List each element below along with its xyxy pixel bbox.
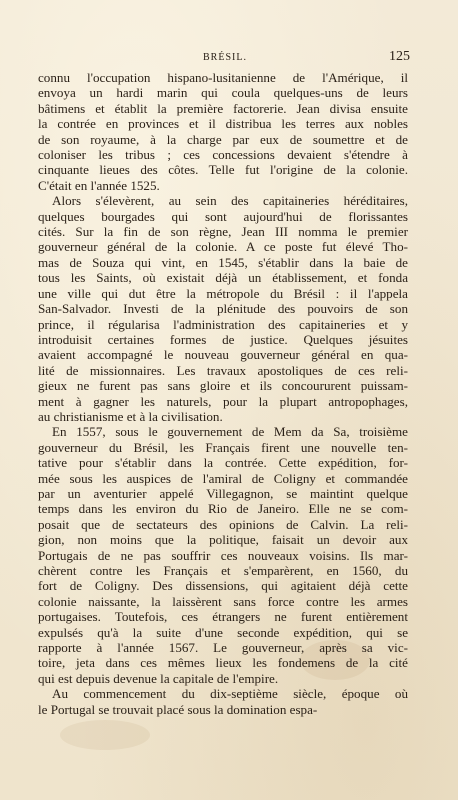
text-line: San-Salvador. Investi de la plénitude des pouvoirs de son <box>38 301 408 317</box>
text-line: la contrée en provinces et il distribua les terres aux nobles <box>38 116 408 132</box>
text-line: cinquante lieues des côtes. Telle fut l'origine de la colonie. <box>38 162 408 178</box>
text-line: tous les Saints, où existait déjà un établissement, et fonda <box>38 270 408 286</box>
text-line: bâtimens et établit la première factorerie. Jean divisa ensuite <box>38 100 408 116</box>
text-line: quelques bourgades qui sont aujourd'hui de florissantes <box>38 208 408 224</box>
text-line: de son royaume, à la charge par eux de soumettre et de <box>38 131 408 147</box>
text-line: au christianisme et à la civilisation. <box>38 408 223 424</box>
text-line: colonie naissante, la laissèrent sans force contre les armes <box>38 593 408 609</box>
text-line: le Portugal se trouvait placé sous la domination espa- <box>38 701 318 717</box>
text-line: Au commencement du dix-septième siècle, époque où <box>52 686 408 702</box>
text-line: gouverneur général de la colonie. A ce poste fut élevé Tho- <box>38 239 408 255</box>
text-line: temps dans les environ du Rio de Janeiro. Elle ne se com- <box>38 501 408 517</box>
text-line: chèrent contre les Français et s'emparèrent, en 1560, du <box>38 563 408 578</box>
paragraph <box>38 424 408 686</box>
text-line: envoya un hardi marin qui coula quelques-uns de leurs <box>38 85 408 101</box>
text-line: qui est depuis devenue la capitale de l'empire. <box>38 670 279 686</box>
text-line: expulsés qu'à la suite d'une seconde expédition, qui se <box>38 624 408 640</box>
text-line: lité de missionnaires. Les travaux apostoliques de ces reli- <box>38 362 408 378</box>
text-line: C'était en l'année 1525. <box>38 177 160 193</box>
text-line: gion, non moins que la politique, faisait un devoir aux <box>38 532 408 548</box>
text-line: toire, jeta dans ces mêmes lieux les fondemens de la cité <box>38 655 408 671</box>
text-line: gouverneur du Brésil, les Français firent une nouvelle ten- <box>38 439 408 455</box>
page-number: 125 <box>389 49 410 64</box>
text-line: En 1557, sous le gouvernement de Mem da Sa, troisième <box>52 424 408 440</box>
text-line: par un aventurier appelé Villegagnon, se maintint quelque <box>38 485 408 501</box>
paragraph <box>38 686 408 717</box>
text-line: coloniser les tribus ; ces concessions devaient s'étendre à <box>38 147 408 163</box>
text-line: une ville qui dut être la métropole du Brésil : il l'appela <box>38 285 408 301</box>
text-line: fort de Coligny. Des dissensions, qui agitaient déjà cette <box>38 578 408 594</box>
text-line: connu l'occupation hispano-lusitanienne de l'Amérique, il <box>38 70 408 85</box>
text-line: avaient accompagné le nouveau gouverneur général en qua- <box>38 347 408 363</box>
text-line: portugaises. Toutefois, ces étrangers ne furent entièrement <box>38 609 408 625</box>
text-line: tative pour s'établir dans la contrée. Cette expédition, for- <box>38 455 408 471</box>
paper-stain <box>60 720 150 750</box>
text-line: introduisit certaines formes de justice. Quelques jésuites <box>38 331 408 347</box>
text-line: posait que de sectateurs des opinions de Calvin. La reli- <box>38 516 408 532</box>
text-line: cités. Sur la fin de son règne, Jean III nomma le premier <box>38 224 408 240</box>
body-text <box>38 70 408 717</box>
text-line: mas de Souza qui vint, en 1545, s'établir dans la baie de <box>38 254 408 270</box>
running-title: BRÉSIL. <box>203 52 247 63</box>
text-line: ment à gagner les naturels, pour la plupart antropophages, <box>38 393 408 409</box>
page-header <box>40 49 410 68</box>
text-line: gieux ne furent pas sans gloire et ils concoururent puissam- <box>38 378 408 394</box>
text-line: Alors s'élevèrent, au sein des capitaineries héréditaires, <box>52 193 408 209</box>
text-line: rapporte à l'année 1567. Le gouverneur, après sa vic- <box>38 640 408 656</box>
paragraph <box>38 70 408 193</box>
paragraph <box>38 193 408 424</box>
text-line: Portugais de ne pas souffrir ces nouveaux voisins. Ils mar- <box>38 547 408 563</box>
text-line: mée sous les auspices de l'amiral de Coligny et commandée <box>38 470 408 486</box>
text-line: prince, il régularisa l'administration des capitaineries et y <box>38 316 408 332</box>
